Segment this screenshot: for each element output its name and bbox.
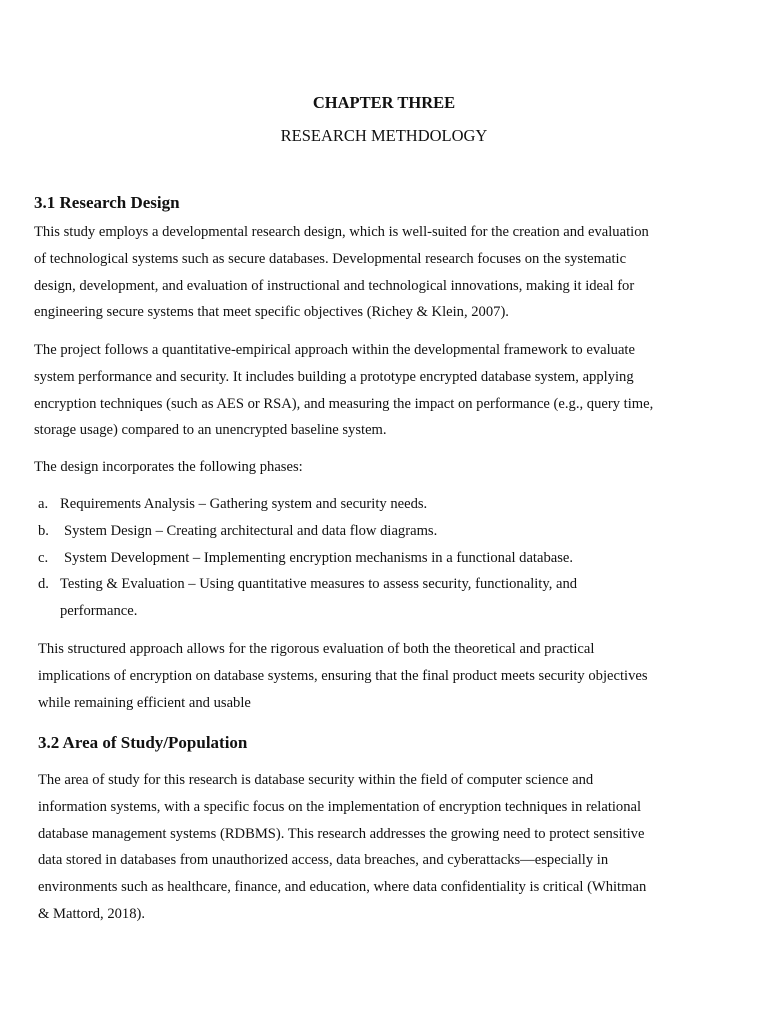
list-marker: d. (38, 576, 49, 593)
list-item-text: performance. (60, 603, 138, 620)
text-line: encryption techniques (such as AES or RSA), and measuring the impact on performance (e.g., query time, (34, 395, 654, 412)
text-line: The area of study for this research is database security within the field of computer science and (38, 772, 594, 788)
text-line: design, development, and evaluation of instructional and technological innovations, making it ideal for (34, 277, 635, 294)
research-design-paragraph-1 (34, 219, 649, 326)
research-design-paragraph-3 (38, 636, 648, 716)
text-line: & Mattord, 2018). (38, 905, 146, 922)
text-line: system performance and security. It includes building a prototype encrypted database system, applying (34, 368, 634, 385)
text-line: while remaining efficient and usable (38, 694, 251, 711)
list-item-text: System Development – Implementing encryption mechanisms in a functional database. (64, 549, 574, 566)
text-line: database management systems (RDBMS). This research addresses the growing need to protect sensitive (38, 825, 645, 842)
chapter-title: CHAPTER THREE (312, 93, 456, 112)
text-line: implications of encryption on database systems, ensuring that the final product meets security objectives (38, 667, 648, 684)
list-item (38, 545, 577, 572)
list-item-text: Requirements Analysis – Gathering system and security needs. (60, 496, 428, 512)
text-line: The design incorporates the following phases: (34, 459, 303, 475)
list-item (38, 518, 577, 545)
list-item-text: System Design – Creating architectural and data flow diagrams. (64, 522, 438, 539)
chapter-subtitle: RESEARCH METHDOLOGY (280, 126, 488, 145)
list-item (38, 571, 577, 625)
list-marker: c. (38, 549, 49, 566)
list-marker: b. (38, 522, 49, 539)
section-3-1-heading: 3.1 Research Design (34, 193, 180, 212)
phases-intro (34, 454, 303, 481)
text-line: of technological systems such as secure databases. Developmental research focuses on the systematic (34, 250, 627, 267)
text-line: environments such as healthcare, finance, and education, where data confidentiality is critical (Whitman (38, 879, 647, 896)
list-item-text: Testing & Evaluation – Using quantitative measures to assess security, functionality, and (60, 576, 578, 593)
phases-list (38, 491, 577, 625)
research-design-paragraph-2 (34, 337, 653, 444)
text-line: The project follows a quantitative-empirical approach within the developmental framework to evaluate (34, 342, 635, 358)
area-of-study-paragraph (38, 767, 646, 928)
text-line: This study employs a developmental research design, which is well-suited for the creation and evaluation (34, 224, 649, 240)
text-line: information systems, with a specific focus on the implementation of encryption techniques in relational (38, 798, 642, 815)
text-line: data stored in databases from unauthorized access, data breaches, and cyberattacks—especially in (38, 852, 609, 869)
list-marker: a. (38, 496, 49, 512)
text-line: engineering secure systems that meet specific objectives (Richey & Klein, 2007). (34, 304, 509, 321)
section-3-2-heading: 3.2 Area of Study/Population (38, 733, 248, 752)
text-line: This structured approach allows for the rigorous evaluation of both the theoretical and practical (38, 641, 595, 657)
text-line: storage usage) compared to an unencrypted baseline system. (34, 422, 387, 439)
list-item (38, 491, 577, 518)
